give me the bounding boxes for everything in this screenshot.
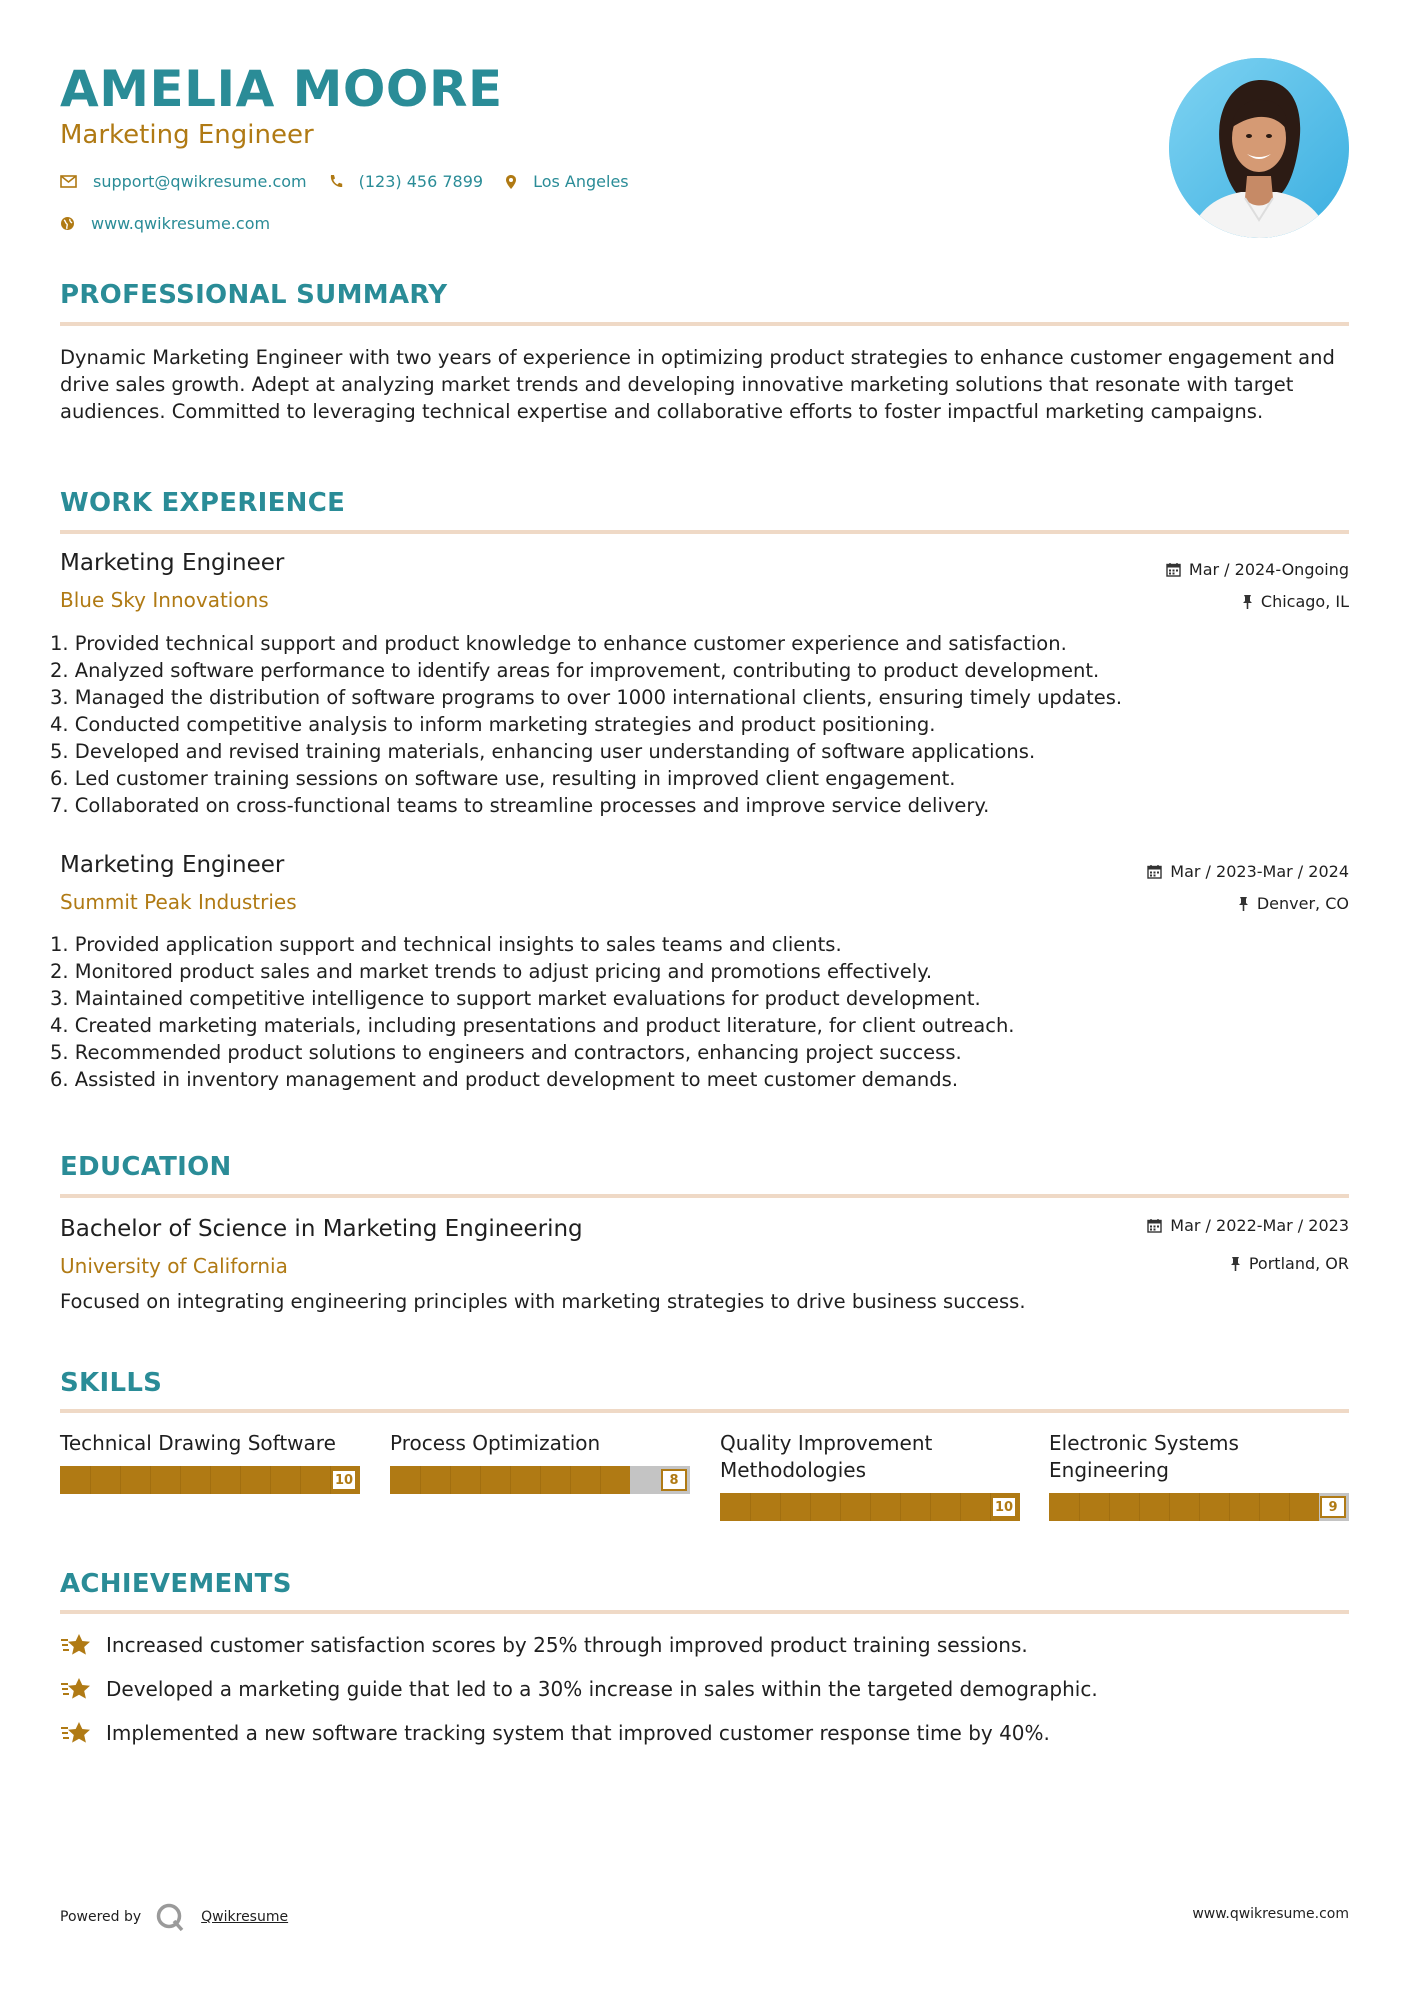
skill-segment-divider — [540, 1466, 541, 1494]
job-dates — [1166, 560, 1349, 579]
skill-name: Quality Improvement Methodologies — [720, 1431, 933, 1482]
education-dates — [1147, 1216, 1349, 1235]
skill-segment-divider — [240, 1466, 241, 1494]
skill-segment-divider — [1139, 1493, 1140, 1521]
experience-divider — [60, 530, 1349, 534]
email-text: support@qwikresume.com — [93, 172, 307, 191]
job-title: Marketing Engineer — [60, 852, 285, 878]
location-item — [505, 172, 629, 191]
degree-title: Bachelor of Science in Marketing Engineering — [60, 1216, 583, 1242]
skill-segment-divider — [810, 1493, 811, 1521]
skill-item — [720, 1430, 1020, 1521]
phone-item[interactable] — [329, 172, 483, 191]
website-item[interactable] — [60, 214, 270, 233]
email-item[interactable] — [60, 172, 307, 191]
star-icon — [60, 1676, 92, 1702]
calendar-icon — [1147, 864, 1162, 879]
achievements-divider — [60, 1610, 1349, 1614]
list-item: 3. Maintained competitive intelligence to support market evaluations for product development. — [50, 987, 981, 1010]
skill-segment-divider — [840, 1493, 841, 1521]
skill-segment-divider — [570, 1466, 571, 1494]
phone-icon — [329, 174, 343, 189]
contact-row-2 — [60, 214, 292, 233]
list-item: 1. Provided application support and technical insights to sales teams and clients. — [50, 933, 842, 956]
skill-level-bar — [1049, 1493, 1349, 1521]
skill-segment-divider — [900, 1493, 901, 1521]
pushpin-icon — [1238, 896, 1249, 912]
skills-heading: SKILLS — [60, 1368, 163, 1398]
achievement-item — [60, 1676, 1098, 1702]
skill-segment-divider — [1169, 1493, 1170, 1521]
skill-segment-divider — [1289, 1493, 1290, 1521]
job-title: Marketing Engineer — [60, 550, 285, 576]
job-dates-text: Mar / 2023-Mar / 2024 — [1170, 862, 1349, 881]
skill-segment-divider — [780, 1493, 781, 1521]
skill-segment-divider — [1079, 1493, 1080, 1521]
profile-photo — [1169, 58, 1349, 238]
skill-item — [1049, 1430, 1349, 1521]
skill-name: Electronic Systems Engineering — [1049, 1431, 1239, 1482]
footer-powered-by — [60, 1902, 288, 1932]
skill-level-bar — [390, 1466, 690, 1494]
achievement-text: Developed a marketing guide that led to a 30% increase in sales within the targeted demographic. — [106, 1677, 1098, 1701]
skill-item — [60, 1430, 360, 1494]
calendar-icon — [1166, 562, 1181, 577]
education-location — [1230, 1254, 1349, 1273]
globe-icon — [60, 216, 75, 231]
map-pin-icon — [505, 174, 517, 190]
skill-level-badge: 10 — [991, 1496, 1017, 1518]
skill-segment-divider — [180, 1466, 181, 1494]
list-item: 4. Created marketing materials, including presentations and product literature, for client outreach. — [50, 1014, 1015, 1037]
candidate-title: Marketing Engineer — [60, 120, 314, 150]
skill-segment-divider — [270, 1466, 271, 1494]
skill-segment-divider — [150, 1466, 151, 1494]
skill-level-badge: 10 — [331, 1469, 357, 1491]
job-dates — [1147, 862, 1349, 881]
calendar-icon — [1147, 1218, 1162, 1233]
summary-divider — [60, 322, 1349, 326]
school-name: University of California — [60, 1254, 288, 1278]
skill-segment-divider — [510, 1466, 511, 1494]
skill-segment-divider — [1199, 1493, 1200, 1521]
list-item: 1. Provided technical support and product knowledge to enhance customer experience and satisfaction. — [50, 632, 1067, 655]
experience-heading: WORK EXPERIENCE — [60, 488, 346, 518]
summary-heading: PROFESSIONAL SUMMARY — [60, 280, 448, 310]
list-item: 5. Developed and revised training materials, enhancing user understanding of software applications. — [50, 740, 1036, 763]
job-bullets — [50, 931, 1340, 1093]
job-company: Blue Sky Innovations — [60, 588, 269, 612]
list-item: 2. Analyzed software performance to identify areas for improvement, contributing to product development. — [50, 659, 1100, 682]
star-icon — [60, 1632, 92, 1658]
location-text: Los Angeles — [533, 172, 629, 191]
job-bullets — [50, 630, 1340, 819]
skill-name: Process Optimization — [390, 1431, 601, 1455]
job-location — [1238, 894, 1349, 913]
skill-segment-divider — [210, 1466, 211, 1494]
skill-segment-divider — [600, 1466, 601, 1494]
skill-segment-divider — [120, 1466, 121, 1494]
powered-by-text: Powered by — [60, 1909, 142, 1925]
qwikresume-logo-icon — [155, 1902, 185, 1932]
education-location-text: Portland, OR — [1248, 1254, 1349, 1273]
achievement-text: Increased customer satisfaction scores by 25% through improved product training sessions. — [106, 1633, 1028, 1657]
skill-name: Technical Drawing Software — [60, 1431, 336, 1455]
envelope-icon — [60, 175, 77, 188]
skill-segment-divider — [1259, 1493, 1260, 1521]
pushpin-icon — [1230, 1256, 1241, 1272]
skill-segment-divider — [750, 1493, 751, 1521]
pushpin-icon — [1242, 594, 1253, 610]
education-dates-text: Mar / 2022-Mar / 2023 — [1170, 1216, 1349, 1235]
skill-segment-divider — [1109, 1493, 1110, 1521]
job-location — [1242, 592, 1349, 611]
achievement-item — [60, 1632, 1028, 1658]
skill-segment-divider — [930, 1493, 931, 1521]
list-item: 5. Recommended product solutions to engineers and contractors, enhancing project success. — [50, 1041, 962, 1064]
list-item: 2. Monitored product sales and market trends to adjust pricing and promotions effectively. — [50, 960, 933, 983]
website-text: www.qwikresume.com — [91, 214, 271, 233]
list-item: 4. Conducted competitive analysis to inform marketing strategies and product positioning. — [50, 713, 936, 736]
skill-segment-divider — [450, 1466, 451, 1494]
skills-divider — [60, 1409, 1349, 1413]
summary-text: Dynamic Marketing Engineer with two years of experience in optimizing product strategies to enhance customer engagement and drive sales growth. Adept at analyzing market trends and developing innovative marketing solutions that resonate with target audiences. Committed to leveraging technical expertise and collaborative efforts to foster impactful marketing campaigns. — [60, 346, 1335, 423]
phone-text: (123) 456 7899 — [358, 172, 484, 191]
achievement-text: Implemented a new software tracking system that improved customer response time by 40%. — [106, 1721, 1050, 1745]
candidate-name: AMELIA MOORE — [60, 60, 503, 118]
achievements-heading: ACHIEVEMENTS — [60, 1569, 292, 1599]
qwikresume-link[interactable]: Qwikresume — [201, 1909, 289, 1925]
skill-segment-divider — [1229, 1493, 1230, 1521]
contact-row-1 — [60, 172, 651, 191]
job-company: Summit Peak Industries — [60, 890, 297, 914]
skill-level-badge: 8 — [661, 1469, 687, 1491]
list-item: 6. Led customer training sessions on software use, resulting in improved client engagement. — [50, 767, 956, 790]
list-item: 6. Assisted in inventory management and product development to meet customer demands. — [50, 1068, 959, 1091]
skill-level-bar — [720, 1493, 1020, 1521]
achievement-item — [60, 1720, 1050, 1746]
skill-item — [390, 1430, 690, 1494]
skill-segment-divider — [300, 1466, 301, 1494]
education-divider — [60, 1194, 1349, 1198]
education-description: Focused on integrating engineering principles with marketing strategies to drive business success. — [60, 1290, 1026, 1313]
skill-level-fill — [1049, 1493, 1319, 1521]
education-heading: EDUCATION — [60, 1152, 232, 1182]
star-icon — [60, 1720, 92, 1746]
skill-segment-divider — [870, 1493, 871, 1521]
list-item: 7. Collaborated on cross-functional teams to streamline processes and improve service delivery. — [50, 794, 990, 817]
list-item: 3. Managed the distribution of software programs to over 1000 international clients, ensuring timely updates. — [50, 686, 1123, 709]
footer-website[interactable]: www.qwikresume.com — [1192, 1906, 1349, 1922]
skill-segment-divider — [90, 1466, 91, 1494]
job-dates-text: Mar / 2024-Ongoing — [1188, 560, 1349, 579]
skill-segment-divider — [420, 1466, 421, 1494]
skill-segment-divider — [960, 1493, 961, 1521]
skill-level-bar — [60, 1466, 360, 1494]
job-location-text: Denver, CO — [1256, 894, 1349, 913]
job-location-text: Chicago, IL — [1260, 592, 1349, 611]
skill-segment-divider — [480, 1466, 481, 1494]
skill-level-badge: 9 — [1320, 1496, 1346, 1518]
